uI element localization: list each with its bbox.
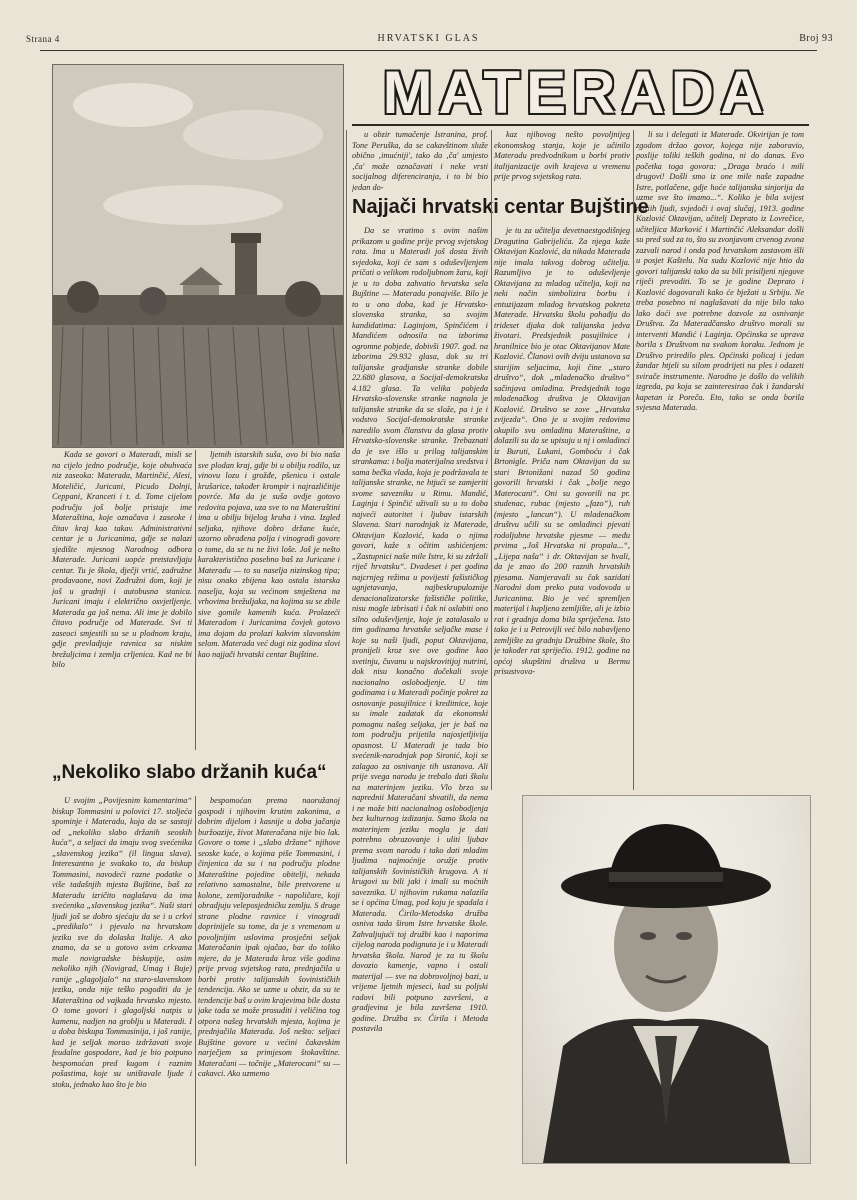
column-right xyxy=(494,226,630,792)
column-left-a xyxy=(52,796,192,1166)
landscape-illustration xyxy=(53,65,343,447)
paragraph: Da se vratimo s ovim našim prikazom u godine prije prvog svjetskog rata. Ima u Materadi još dosta živih svjedoka, koji će sam s oduševljenjem pričati o velikom rodoljubnom žaru, koji je u to doba zahvatio hrvatska sela Bujštine — Materadu ponajviše. Bilo je to u ono doba, kad je Hrvatsko-slovenska stranka, sa svojim kandidatima: Laginjom, Spinčićem i Mandićem odnosila na izborima ogromne pobjede, dobivši 1907. god. na izborima 29.932 glasa, dok su tri talijanske gradjanske stranke dobile 22.680 glasova, a Socijal-demokratska 4.182 glasa. Ta velika pobjeda Hrvatsko-slovenske stranke nagnala je talijanske stranke da se slože, pa i je i vodstvo Socijal-demokratske stranke naredilo svom članstvu da glasa protiv Hrvatsko-slovenske stranke. Trebaznati da je sve išlo u prilog talijanskim strankama: i bolja materijalna sredstva i sama bečka vlada, koja je podržavala te talijanske stranke, ne htjući se zamjeriti svome savezniku u Rimu. Mandić, Laginja i Spinčić uživali su u to doba najveći autoritet i ljubav istarskih Slavena. Stari narodnjak iz Materade, Oktavijan Kozlović, kada o njima govori, kaže s očitim ushićenjem: „Zastupnici naše mile Istre, ki su zdržali riječ hrvatsku“. Dvadeset i pet godina najcrnjeg režima u povijesti fašističkog ugnjetavanja, najbeskrupuloznije denacionalizatorske fašističke politike, nisu mogle izbrisati i čak ni oslabiti ono silno oduševljenje, koje je zatalasalo u tim godinama hrvatske seljačke mase i koje su naši ljudi, poput Oktavijana, pronijeli kroz sve ove godine kao svetinju, čuvanu u najskrovitijoj nutrini, dok nisu konačno dočekali svoje nacionalno oslobodjenje. U tim godinama i u Materadi počinje pokret za osnovanje posujilnice i kreditnice, koje su imale zadatak da ekonomski pomognu našeg seljaka, jer je baš na tom području prijetila najosjetljivija opasnost. U Materadi je tada bio svećenik-narodnjak pop Sironić, koji se zalagao za osnivanje tih ustanova. Ali prije svega narodu je trebalo dati školu na materinjem jeziku. Vlo brzo su naprednii Materačani shvatili, da nema i ne može biti nacionalnog oslobodjenja bez kulturnog izdizanja. Samo škola na materinjem jeziku mogla je dati potrebno obrazovanje i uliti ljubav prema svom narodu i tako dati mladim ljudima najmoćnije oružje protiv talijanskih šovinističkih krugova. A ti krugovi su bili jaki i imali su moćnih saveznika. U njihovim rukama nalazila se i općina Umag, pod koju je spadala i Materada. Ćirilo-Metodska družba osniva tada širom Istre hrvatske škole. Zahvaljujući toj družbi kao i naporima cijelog naroda podignuta je i u Materadi hrvatska škola. Narod je za tu školu dovozio kamenje, vapno i ostali materijal — sve na dobrovoljnoj bazi, u vrijeme ljetnih mjeseci, kad su poljski radovi bili potpuno završeni, a gradjevina je bila završena 1910. godine. Družba sv. Ćirila i Metoda postavila xyxy=(352,226,488,1033)
publication-name: HRVATSKI GLAS xyxy=(377,33,480,44)
paragraph: ljetnih istarskih suša, ovo bi bio naša sve plodan kraj, gdje bi u obilju rodilo, uz vinovu lozu i grožđe, pšenicu i ostale krušarice, također krompir i najrazličitije povrće. Ma da je suša ovdje gotovo redovita pojava, uza sve to na Materaštini ima u obilju bijelog kruha i vina. Izgled seljaka, njihove dobro držane kuće, uzorno obrađena polja i vinogradi govore o tome, da se tu ne živi loše. Još je nešto karakteristično posebno baš za Juricane i Materadu — to su naselja nizinskog tipa; nisu onako zbijena kao ostala istarska naselja, koja su većinom smještena na vrhovima brežuljaka, na kojima su se zbile sive gomile kamenih kuća. Prolazeći Materadom i Juricanima čovjek gotovo ima dojam da prolazi kakvim slavonskim selom. Materada već dugi niz godina slovi kao najjači hrvatski centar Bujštine. xyxy=(198,450,340,659)
column-right-top xyxy=(494,130,630,194)
portrait-illustration xyxy=(523,796,810,1163)
paragraph: bespomoćan prema naoružanoj gospodi i njihovim krutim zakonima, a dobrim dijelom i kasnije u doba jačanja buržoazije, život Materačana nije bio lak. Govore o tome i „slabo držane“ njihove seoske kuće, o kojima piše Tommasini, i činjenica da su i na području plodne Materaštine pojedine obitelji, nekada relativno samostalne, bile pretvorene u kolone, zemljoradnike - napoličare, koji obradjuju veleposjednićku zemlju. S druge strane plodne ravnice i vinogradi doprinijele su tome, da je s vremenom u povoljnijim uslovima prosječni seljak Materačanin ipak ojačao, bar do toliko mjere, da je Materada kroz više godina prije prvog svjetskog rata, prednjačila u borbi protiv talijanskih šovinističkih tendencija. Ako se uzme u obzir, da su te tendencije baš u ovim krajevima bile dosta jake tada se može prosuditi i veličina tog otpora našeg hrvatskih mjesta, kojima je prednjačila Materada. Još nešto: seljaci Bujštine govore u većini čakavskim narječjem sa primjesom štokavštine. Materačani — točnije „Materocani“ su — cakavci. Ako uzmemo xyxy=(198,796,340,1078)
photo-portrait xyxy=(522,795,811,1164)
paragraph: kaz njihovog nešto povoljnijeg ekonomskog stanja, koje je učinilo Materadu predvodnikom u borbi protiv italijanizacije ovih krajeva u vremenu prije prvog svjetskog rata. xyxy=(494,130,630,181)
page-number: Strana 4 xyxy=(26,34,60,44)
article-title: MATERADA xyxy=(382,58,770,126)
title-rule xyxy=(352,124,809,126)
header-rule xyxy=(40,50,817,51)
column-divider xyxy=(195,796,196,1166)
column-divider xyxy=(195,450,196,750)
column-divider xyxy=(346,130,347,1164)
subheading-centar: Najjači hrvatski centar Bujštine xyxy=(352,196,649,218)
column-far-right xyxy=(636,130,804,790)
photo-landscape xyxy=(52,64,344,448)
column-left-caption-2 xyxy=(198,450,340,750)
issue-number: Broj 93 xyxy=(799,33,833,44)
paragraph: u obzir tumačenje Istranina, prof. Tone Peruška, da se cakavštinom služe obično ‚imućniji', tako da ‚ča' umjesto ‚ča' može označavati i neke vrsti socijalnog diferenciranja, i to bi bio jedan do- xyxy=(352,130,488,192)
paragraph: je tu za učitelja devetnaestgodišnjeg Dragutina Gabrijelića. Za njega kaže Oktavijan Kozlović, da nikada Materada nije imala takvog dobrog učitelja. Razumljivo je to oduševljenje Oktavijana za mladog učitelja, koji na neki način simbolizira borbu i entuzijazam mladog hrvatskog pokreta Materade. Hrvatsku školu pohađju do trideset djaka dok talijanska jedva životari. Predsjednik posujilnice i hranilnice bio je otac Oktavijanov Mate Kozlović. Članovi ovih dviju ustanova sa starijim seljacima, koji čine „staro društvo“, dok „mladenačko društvo“ sačinjava omladina. Predsjednik toga mladenačkog društva je Oktavijan Kozlović. Društvo se zove „Hrvatska zvijezda“. Ono je u svojim redovima okupilo svu omladinu Materaštine, a dolazili su da se upisuju u nj i omladinci iz Buruti, Lukani, Gomboću i čak Brtonigle. Priča nam Oktavijan da su stari Brtonižani nazad 50 godina govorili hrvatski i čak „bolje nego Materocani“. Oni su govorili na pr. studenac, rubac (mjesto „fazo“), ruh (mjesto „lancun“). U mladenačkom društvu učili su se omladinci pjevati rodoljubne hrvatske pjesme — među prvima „Još Hrvatska ni propala...“, „Lijepa naša“ i dr. Oktavijan se hvali, da je znao do 200 raznih hrvatskih pjesama. Namjeravali su čak sazidati Narodni dom preko puta vodovoda u Juricanima. Bio je već spremljen materijal i kupljeno zemljište, ali je izbio rat i gradnja doma bila spriječena. Isto tako je i u Petrovijli već bilo nabavljeno zemljište za gradnju Družbine škole, što je također rat spriječio. 1912. godine na općoj skupštini društva u Bermu prisustvova- xyxy=(494,226,630,676)
column-middle xyxy=(352,226,488,1164)
column-mid-top xyxy=(352,130,488,194)
column-divider xyxy=(633,130,634,790)
paragraph: li su i delegati iz Materade. Okvirijan je tom zgodom držao govor, kojega nije zaboravio, poslije toliki teških godina, ni do danas. Evo početka toga govora: „Draga braćo i mili drugovi! Došli smo iz one mile naše zapadne Istre, potlačene, gdje hoće talijanska sinjorija da uzme sve što imamo...“. Koliko je bila svijest našiih ljudi, svjedoči i ovaj slučaj, 1913. godine Kozlović Oktavijan, učitelj Deprato iz Lovrečice, učiteljica Marković i Martinčić Aleksandar došli su pred sud za to, što su zvonjavom crvenog zvona zazvali narod i onda pod hrvatskom zastavom išli u posjet Kaštelu. Na sudu Kozlović nije htio da govori talijanski tako da su bili prisiljeni njegove riječi prevoditi. To se je godine Deprato i Kozlović dogovarali kako će bježati u Srbiju. Ne treba posebno ni naglašavati da nije bilo tako lako doći sve potrebne dozvole za osnivanje Društva. Za Materadčansko društvo morali su interventi Mandić i Laginja. Općinska se uprava borila s Društvom na svakom koraku. Jednom je Društvo priredilo ples. Općinski policaj i jedan žandar htjeli su silom prodrijeti na ples i odazeti svirače instrumente. Narodno je došlo do velikih izgreda, pa koja se zainteresirao čak i žandarski kapetan iz Poreča. Eto, tako se onda borila svjesna Materada. xyxy=(636,130,804,412)
column-left-b xyxy=(198,796,340,1166)
column-left-caption xyxy=(52,450,192,750)
subheading-kuca: „Nekoliko slabo držanih kuća“ xyxy=(52,762,327,783)
paragraph: U svojim „Povijesnim komentarima“ biskup Tommasini u polovici 17. stoljeća spominje i Materadu, koja da se sastoji od „nekoliko slabo držanih seoskih kuća“, a seljaci da imaju svog svećenika „slavenskog jezika“ (il lingua slava). Interesantno je svakako to, da biskup Tommasini, navodeći razne podatke o više tadašnjih mjesta Bujštine, baš za Materadu izričito naglašava da ima svećenika „slavenskog jezika“. Naši stari ljudi još se dobro sjećaju da se i u crkvi „predikalo“ i pjevalo na hrvatskom jeziku sve do dolaska Italije. A ako znamo, da se u gotovo svim crkvama male novigradske biskupije, osim nekoliko njih (Novigrad, Umag i Buje) ranije „glagoljalo“ na staro-slavenskom jeziku, onda nije teško pogoditi da je Materaština od vajkada hrvatsko mjesto. O tome govori i glagoljski natpis u kamenu, nadjen na groblju u Materadi. I u doba biskupa Tommasinija, i još ranije, kad je seljak morao izdržavati svoje feudalne gospodare, kad je bio potpuno bespomoćan pred kugom i raznim pošastima, koje su uništavale ljude i stoku, jednako kao što je bio xyxy=(52,796,192,1089)
column-divider xyxy=(491,130,492,790)
paragraph: Kada se govori o Materadi, misli se na cijelo jedno područje, koje obuhvaća niz zaseoka: Materada, Martinčić, Alesi, Moteličić, Juricani, Picudo Dolnji, Ceppani, Kranceti i t. d. Tome cijelom području još bolje pristaje ime Materaština, koje označava i zaseoke i čitav kraj kao takav. Administrativni centar je u Juricanima, gdje se nalazi sjedište mjesnog Narodnog odbora Materade. Juricani uopće pretstavljaju centar. Tu je škola, dječji vrtić, zadružne prodavaone, novi Zadružni dom, koji je još u gradnji i autobusna stanica. Juricani imaju i električno osvjetljenje. Materada ga još nema. Ali ime je dobilo čitavo područje od Materade. Svi ti zaseoci smjestili su se u plodnom kraju, gdje prevladjuje ravnica sa niskim brežuljcima i zemlja crljenica. Kad ne bi bilo xyxy=(52,450,192,669)
